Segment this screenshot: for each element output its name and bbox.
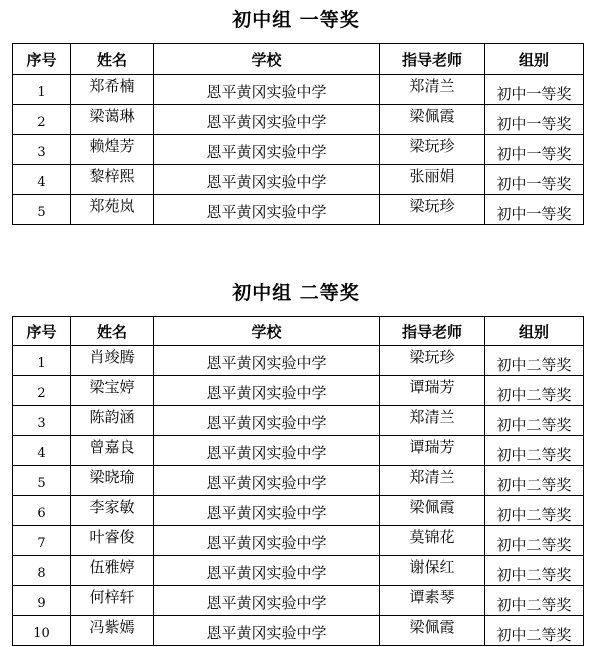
cell-no-text: 1 <box>37 85 46 100</box>
cell-teacher-text: 张丽娟 <box>409 167 455 185</box>
cell-name <box>71 376 154 406</box>
section-title-first-prize: 初中组 一等奖 <box>232 9 360 31</box>
cell-group-text: 初中二等奖 <box>496 566 572 584</box>
cell-teacher <box>380 105 485 135</box>
cell-school-text: 恩平黄冈实验中学 <box>206 534 327 552</box>
cell-no <box>13 466 71 496</box>
cell-name-text: 郑苑岚 <box>89 197 135 215</box>
table-row <box>13 135 584 165</box>
cell-teacher <box>380 135 485 165</box>
cell-no-text: 3 <box>37 416 46 431</box>
cell-name <box>71 165 154 195</box>
table-row <box>13 195 584 225</box>
cell-no <box>13 436 71 466</box>
cell-school <box>154 496 380 526</box>
header-name: 姓名 <box>71 44 154 75</box>
cell-name-text: 陈韵涵 <box>89 408 135 426</box>
cell-school <box>154 526 380 556</box>
cell-name-text: 曾嘉良 <box>89 438 135 456</box>
cell-group-text: 初中二等奖 <box>496 506 572 524</box>
cell-school <box>154 406 380 436</box>
cell-group-text: 初中二等奖 <box>496 476 572 494</box>
cell-group-text: 初中一等奖 <box>496 85 572 103</box>
cell-group <box>485 436 584 466</box>
cell-group-text: 初中一等奖 <box>496 145 572 163</box>
cell-name <box>71 406 154 436</box>
cell-name-text: 梁晓瑜 <box>89 468 135 486</box>
cell-name-text: 梁宝婷 <box>89 378 135 396</box>
cell-no-text: 5 <box>37 205 46 220</box>
cell-name-text: 李家敏 <box>89 498 135 516</box>
cell-group <box>485 556 584 586</box>
table-header-row <box>13 317 584 346</box>
cell-teacher-text: 梁佩霞 <box>409 498 455 516</box>
cell-teacher-text: 梁玩珍 <box>409 348 455 366</box>
table-row <box>13 406 584 436</box>
cell-name-text: 梁蔼琳 <box>89 107 135 125</box>
cell-teacher-text: 梁佩霞 <box>409 618 455 636</box>
cell-teacher <box>380 346 485 376</box>
cell-no-text: 8 <box>37 566 46 581</box>
table-row <box>13 616 584 646</box>
table-row <box>13 436 584 466</box>
cell-teacher-text: 谭瑞芳 <box>409 378 455 396</box>
cell-school <box>154 165 380 195</box>
cell-teacher <box>380 75 485 105</box>
table-row <box>13 586 584 616</box>
cell-school-text: 恩平黄冈实验中学 <box>206 624 327 642</box>
cell-name <box>71 466 154 496</box>
cell-no <box>13 346 71 376</box>
cell-no <box>13 556 71 586</box>
cell-teacher-text: 谭瑞芳 <box>409 438 455 456</box>
cell-name-text: 冯紫嫣 <box>89 618 135 636</box>
cell-group-text: 初中一等奖 <box>496 175 572 193</box>
header-group: 组别 <box>485 44 584 75</box>
cell-no <box>13 586 71 616</box>
cell-group <box>485 135 584 165</box>
cell-name <box>71 556 154 586</box>
header-teacher: 指导老师 <box>380 44 485 75</box>
cell-teacher <box>380 526 485 556</box>
table-row <box>13 105 584 135</box>
cell-teacher <box>380 165 485 195</box>
cell-teacher-text: 谭素琴 <box>409 588 455 606</box>
cell-name-text: 何梓轩 <box>89 588 135 606</box>
cell-school <box>154 616 380 646</box>
cell-name <box>71 75 154 105</box>
cell-teacher <box>380 195 485 225</box>
cell-teacher <box>380 376 485 406</box>
cell-school-text: 恩平黄冈实验中学 <box>206 564 327 582</box>
cell-school-text: 恩平黄冈实验中学 <box>206 354 327 372</box>
cell-group-text: 初中一等奖 <box>496 115 572 133</box>
cell-no-text: 5 <box>37 476 46 491</box>
cell-group <box>485 526 584 556</box>
cell-name-text: 郑希楠 <box>89 77 135 95</box>
cell-school <box>154 436 380 466</box>
cell-school <box>154 346 380 376</box>
table-body <box>13 346 584 646</box>
cell-school <box>154 466 380 496</box>
header-name: 姓名 <box>71 317 154 346</box>
cell-group-text: 初中二等奖 <box>496 416 572 434</box>
cell-group-text: 初中二等奖 <box>496 356 572 374</box>
cell-teacher <box>380 616 485 646</box>
cell-no-text: 4 <box>37 446 46 461</box>
cell-teacher <box>380 586 485 616</box>
table-row <box>13 75 584 105</box>
cell-no <box>13 376 71 406</box>
first-prize-table <box>12 43 584 225</box>
cell-no-text: 2 <box>37 115 46 130</box>
cell-school <box>154 556 380 586</box>
cell-school-text: 恩平黄冈实验中学 <box>206 414 327 432</box>
cell-teacher <box>380 466 485 496</box>
cell-teacher <box>380 496 485 526</box>
cell-school-text: 恩平黄冈实验中学 <box>206 113 327 131</box>
cell-no <box>13 195 71 225</box>
table-row <box>13 496 584 526</box>
cell-group-text: 初中一等奖 <box>496 205 572 223</box>
cell-teacher <box>380 556 485 586</box>
cell-name <box>71 195 154 225</box>
table-row <box>13 165 584 195</box>
cell-no-text: 6 <box>37 506 46 521</box>
cell-teacher-text: 梁玩珍 <box>409 137 455 155</box>
table-row <box>13 376 584 406</box>
table-row <box>13 526 584 556</box>
cell-teacher-text: 郑清兰 <box>409 77 455 95</box>
cell-teacher-text: 谢保红 <box>409 558 455 576</box>
cell-teacher <box>380 406 485 436</box>
cell-school <box>154 105 380 135</box>
header-school: 学校 <box>154 44 380 75</box>
cell-name-text: 肖竣腾 <box>89 348 135 366</box>
cell-teacher-text: 梁佩霞 <box>409 107 455 125</box>
cell-group <box>485 165 584 195</box>
cell-teacher-text: 郑清兰 <box>409 468 455 486</box>
cell-no-text: 9 <box>37 596 46 611</box>
cell-no-text: 3 <box>37 145 46 160</box>
cell-no <box>13 496 71 526</box>
cell-group-text: 初中二等奖 <box>496 446 572 464</box>
cell-no <box>13 526 71 556</box>
cell-no-text: 4 <box>37 175 46 190</box>
cell-group <box>485 466 584 496</box>
cell-no <box>13 165 71 195</box>
cell-school-text: 恩平黄冈实验中学 <box>206 143 327 161</box>
cell-name <box>71 526 154 556</box>
cell-school <box>154 586 380 616</box>
cell-school-text: 恩平黄冈实验中学 <box>206 474 327 492</box>
cell-group-text: 初中二等奖 <box>496 386 572 404</box>
cell-group <box>485 195 584 225</box>
section-title-second-prize: 初中组 二等奖 <box>232 282 360 304</box>
cell-name <box>71 496 154 526</box>
header-teacher: 指导老师 <box>380 317 485 346</box>
table-header-row <box>13 44 584 75</box>
cell-group <box>485 376 584 406</box>
table-row <box>13 346 584 376</box>
cell-teacher-text: 郑清兰 <box>409 408 455 426</box>
cell-school-text: 恩平黄冈实验中学 <box>206 83 327 101</box>
cell-group <box>485 496 584 526</box>
header-group: 组别 <box>485 317 584 346</box>
cell-school <box>154 195 380 225</box>
cell-group-text: 初中二等奖 <box>496 536 572 554</box>
cell-name-text: 叶睿俊 <box>89 528 135 546</box>
cell-school-text: 恩平黄冈实验中学 <box>206 504 327 522</box>
cell-school-text: 恩平黄冈实验中学 <box>206 173 327 191</box>
cell-name-text: 黎梓熙 <box>89 167 135 185</box>
cell-group <box>485 105 584 135</box>
cell-no-text: 1 <box>37 356 46 371</box>
header-no: 序号 <box>13 44 71 75</box>
cell-no <box>13 406 71 436</box>
cell-group <box>485 406 584 436</box>
cell-no <box>13 75 71 105</box>
cell-no-text: 2 <box>37 386 46 401</box>
cell-teacher <box>380 436 485 466</box>
cell-school <box>154 376 380 406</box>
header-school: 学校 <box>154 317 380 346</box>
cell-no <box>13 135 71 165</box>
cell-name <box>71 616 154 646</box>
header-no: 序号 <box>13 317 71 346</box>
table-row <box>13 556 584 586</box>
cell-school-text: 恩平黄冈实验中学 <box>206 444 327 462</box>
table-row <box>13 466 584 496</box>
cell-teacher-text: 莫锦花 <box>409 528 455 546</box>
cell-name-text: 赖煌芳 <box>89 137 135 155</box>
cell-group <box>485 75 584 105</box>
cell-group <box>485 586 584 616</box>
cell-name <box>71 586 154 616</box>
cell-no <box>13 105 71 135</box>
cell-school-text: 恩平黄冈实验中学 <box>206 594 327 612</box>
cell-name-text: 伍雅婷 <box>89 558 135 576</box>
cell-name <box>71 135 154 165</box>
cell-teacher-text: 梁玩珍 <box>409 197 455 215</box>
cell-name <box>71 105 154 135</box>
cell-school <box>154 135 380 165</box>
second-prize-table <box>12 316 584 646</box>
cell-no-text: 10 <box>33 626 50 641</box>
cell-no-text: 7 <box>37 536 46 551</box>
cell-group <box>485 616 584 646</box>
cell-group-text: 初中二等奖 <box>496 626 572 644</box>
cell-school <box>154 75 380 105</box>
cell-school-text: 恩平黄冈实验中学 <box>206 384 327 402</box>
cell-school-text: 恩平黄冈实验中学 <box>206 203 327 221</box>
cell-group-text: 初中二等奖 <box>496 596 572 614</box>
cell-no <box>13 616 71 646</box>
cell-name <box>71 436 154 466</box>
cell-group <box>485 346 584 376</box>
cell-name <box>71 346 154 376</box>
table-body <box>13 75 584 225</box>
